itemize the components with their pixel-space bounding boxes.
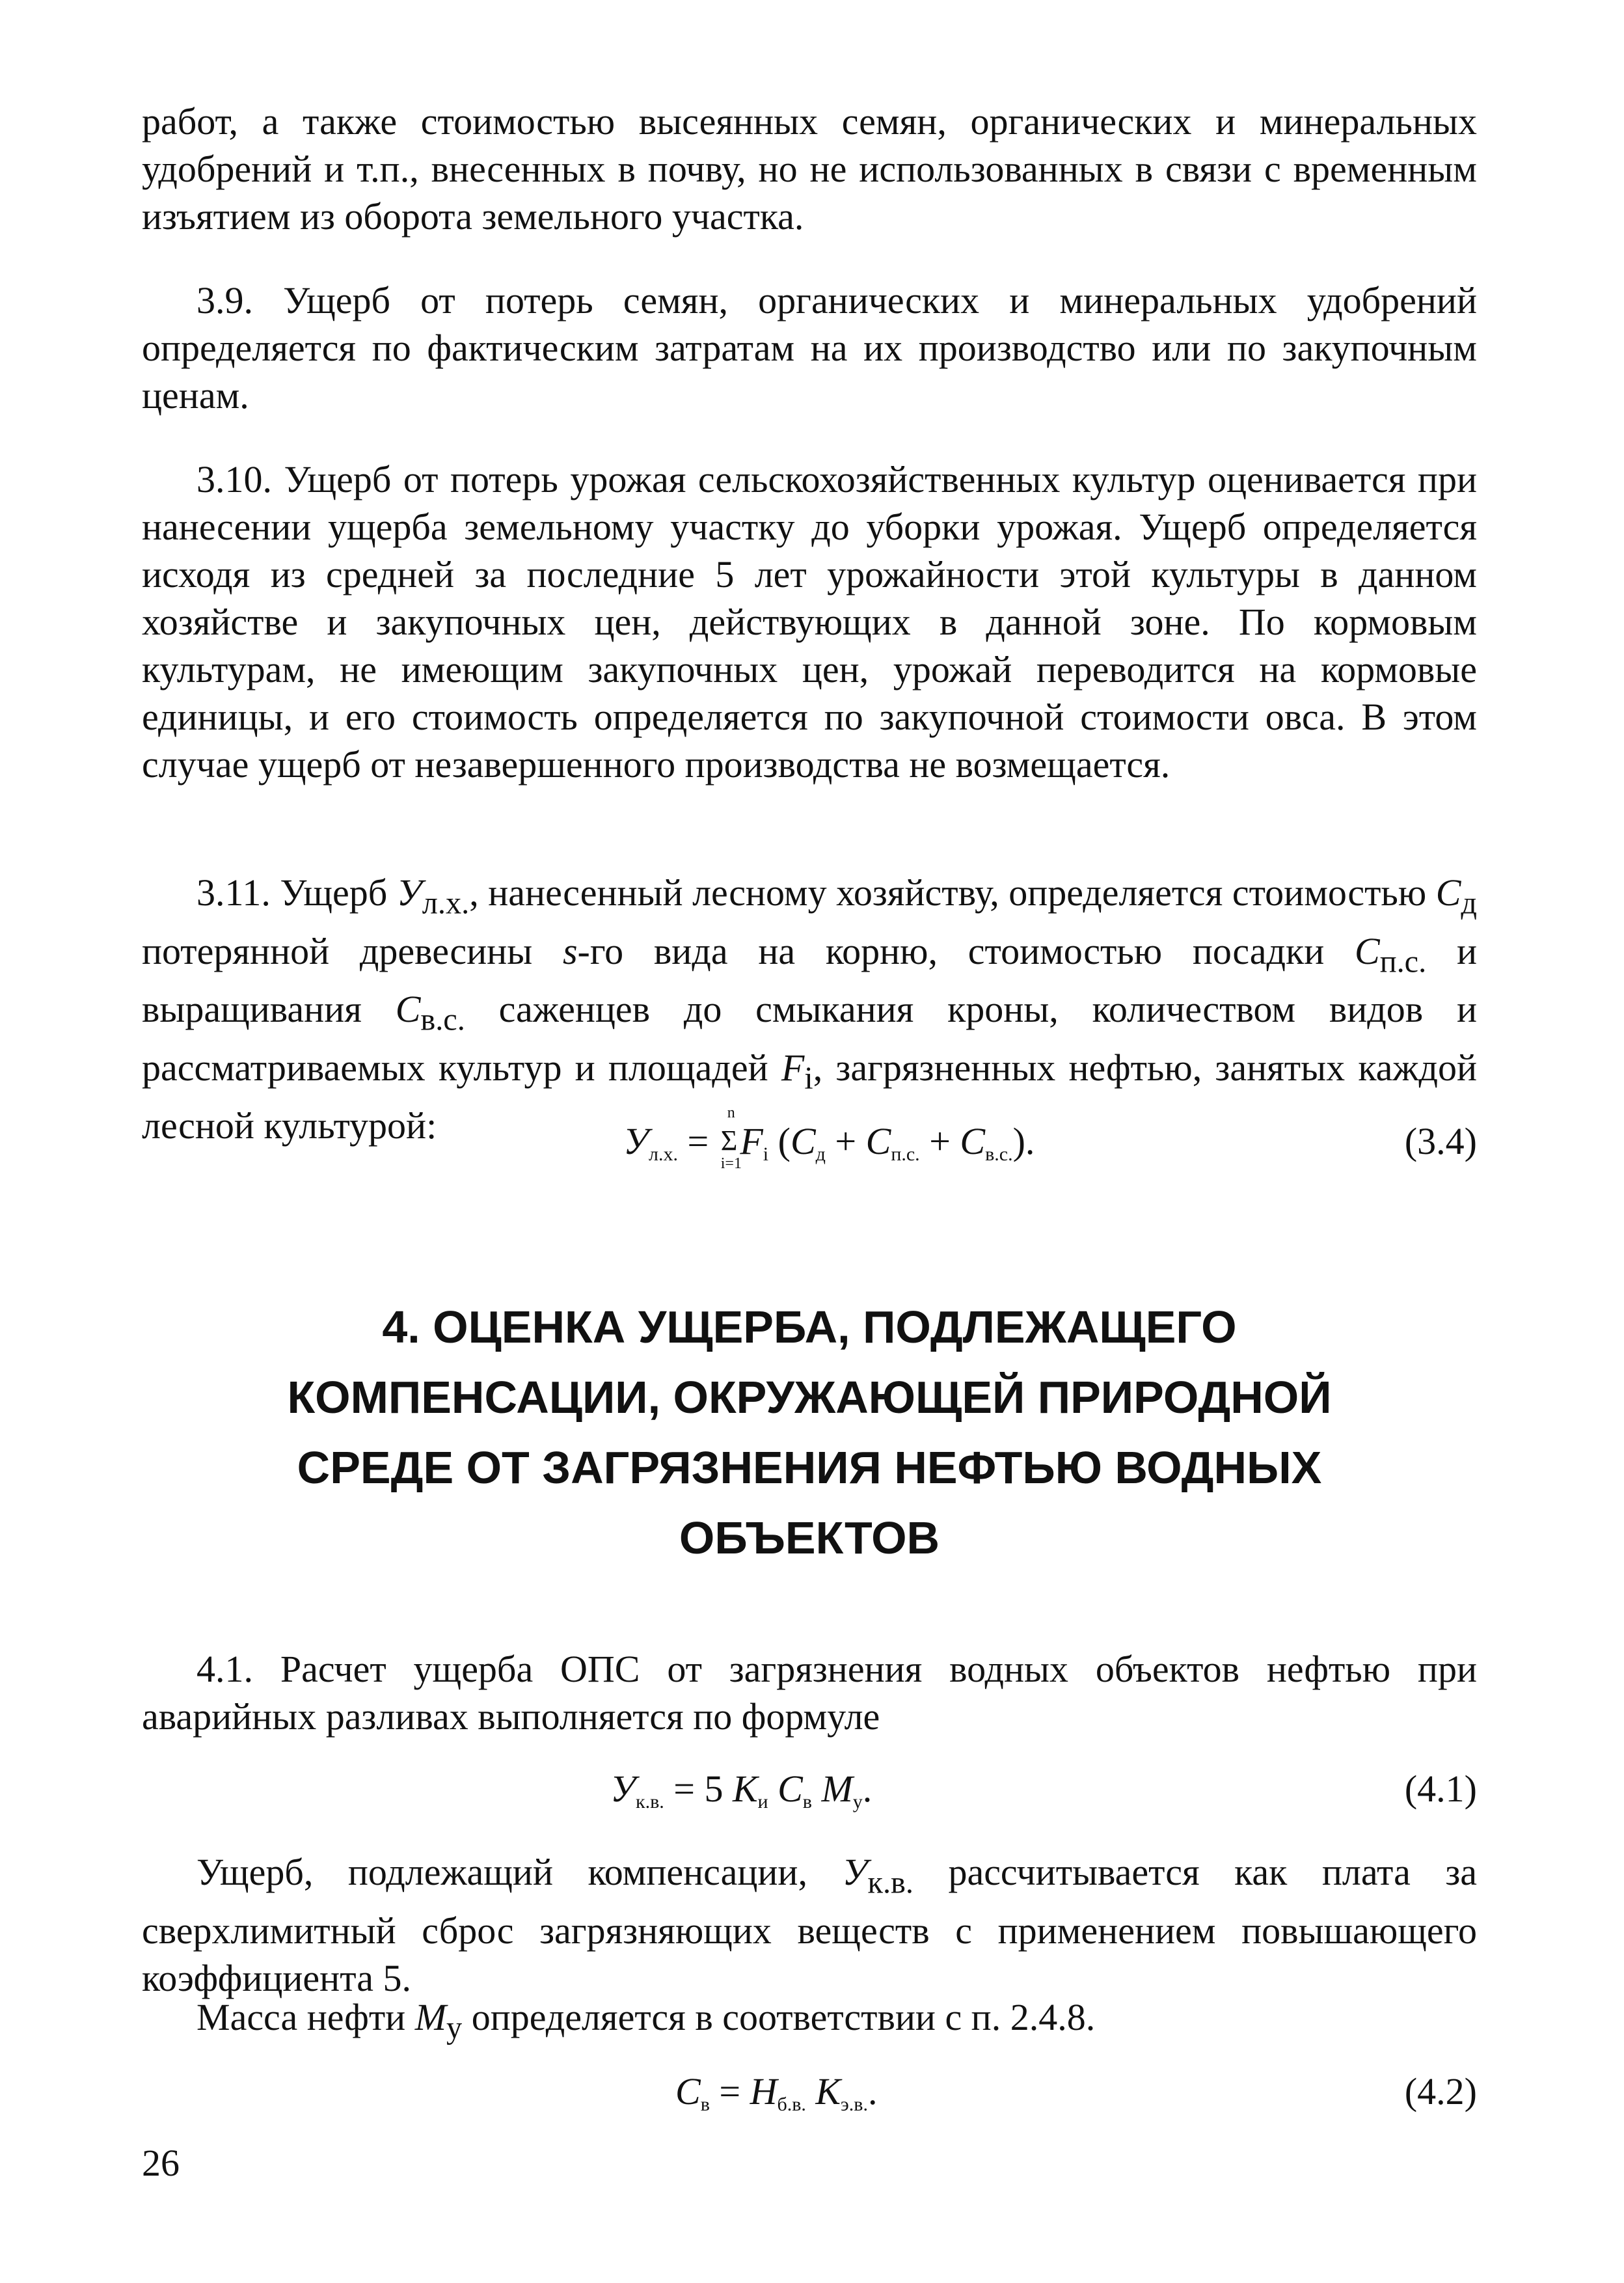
- paragraph-3-9: 3.9. Ущерб от потерь семян, органических и минеральных удобрений определяется по фактическим затратам на их производство или по закупочным ценам.: [142, 279, 1477, 417]
- equation-4-1: [142, 1767, 1477, 1825]
- summation-sign: n Σ i=1: [720, 1104, 742, 1172]
- equation-number: (3.4): [1404, 1120, 1477, 1162]
- equation-3-4-expression: $У_{л.х.}$ = n Σ i=1 $F_i$ $(С_д + С_{п.с.} + С_{в.с.})$.: [623, 1104, 1035, 1172]
- equation-number: (4.1): [1404, 1768, 1477, 1810]
- page-number: 26: [142, 2142, 180, 2184]
- paragraph-compensation: Ущерб, подлежащий компенсации, $У_{к.в.}$ рассчитывается как плата за сверхлимитный сброс загрязняющих веществ с применением повышающего коэффициента 5.: [142, 1851, 1478, 1999]
- paragraph-3-10: 3.10. Ущерб от потерь урожая сельскохозяйственных культур оценивается при нанесении ущерба земельному участку до уборки урожая. Ущерб определяется исходя из средней за последние 5 лет урожайности этой культуры в данном хозяйстве и закупочных цен, действующих в данной зоне. По кормовым культурам, не имеющим закупочных цен, урожай переводится на кормовые единицы, и его стоимость определяется по закупочной стоимости овса. В этом случае ущерб от незавершенного производства не возмещается.: [142, 458, 1477, 786]
- paragraph-4-1: 4.1. Расчет ущерба ОПС от загрязнения водных объектов нефтью при аварийных разливах выполняется по формуле: [142, 1648, 1477, 1738]
- equation-number: (4.2): [1404, 2070, 1477, 2112]
- equation-4-2: [142, 2070, 1477, 2128]
- equation-3-4: [142, 1104, 1477, 1178]
- paragraph-3-11: 3.11. Ущерб $У_{л.х.}$, нанесенный лесному хозяйству, определяется стоимостью $С_д$ потерянной древесины s-го вида на корню, стоимостью посадки $С_{п.с.}$ и выращивания $С_{в.с.}$ саженцев до смыкания кроны, количеством видов и рассматриваемых культур и площадей $F_i$, загрязненных нефтью, занятых каждой лесной культурой:: [142, 871, 1478, 1147]
- section-heading: 4. ОЦЕНКА УЩЕРБА, ПОДЛЕЖАЩЕГО КОМПЕНСАЦИИ, ОКРУЖАЮЩЕЙ ПРИРОДНОЙ СРЕДЕ ОТ ЗАГРЯЗНЕНИЯ НЕФТЬЮ ВОДНЫХ ОБЪЕКТОВ: [287, 1302, 1332, 1563]
- equation-4-2-expression: $С_в = Н_{б.в.}$ $К_{э.в.}$.: [675, 2070, 878, 2115]
- equation-4-1-expression: $У_{к.в.} = 5$ $К_и$ $С_в$ $М_у$.: [610, 1768, 873, 1812]
- paragraph-continuation: работ, а также стоимостью высеянных семян, органических и минеральных удобрений и т.п., внесенных в почву, но не использованных в связи с временным изъятием из оборота земельного участка.: [142, 100, 1477, 238]
- paragraph-oil-mass: Масса нефти $М_у$ определяется в соответствии с п. 2.4.8.: [196, 1996, 1096, 2045]
